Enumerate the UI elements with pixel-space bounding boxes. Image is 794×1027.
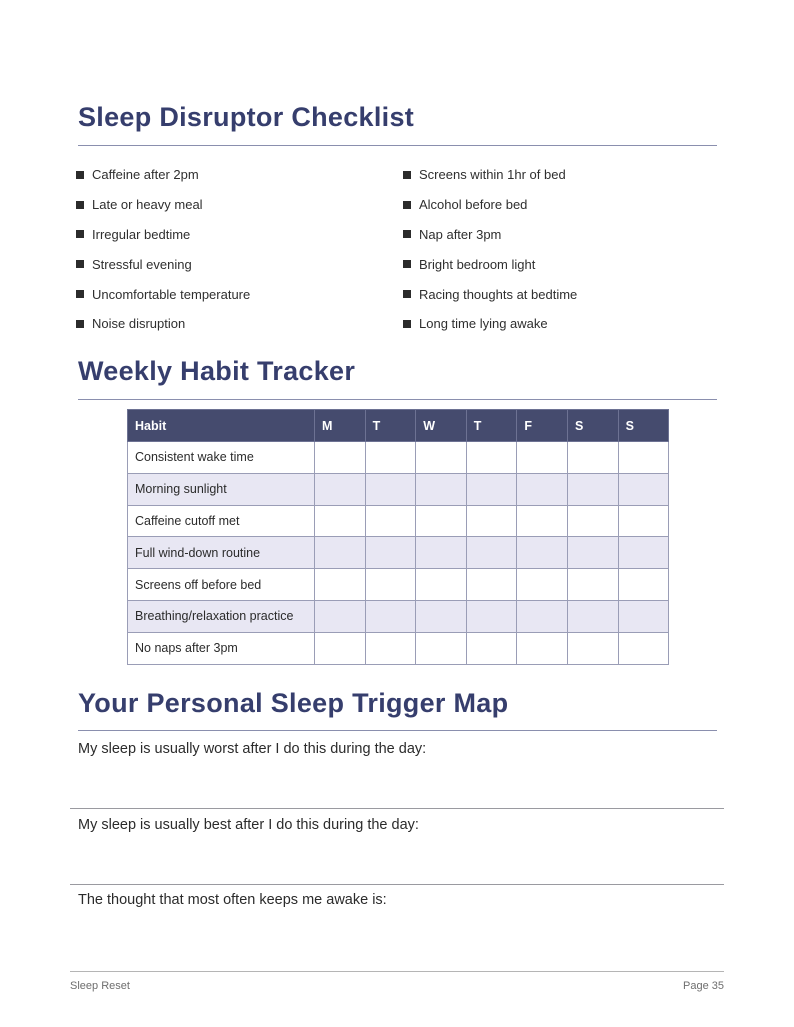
- day-check-cell[interactable]: [416, 505, 467, 537]
- square-bullet-icon: [76, 260, 84, 268]
- column-header-saturday: S: [567, 410, 618, 442]
- footer-page-number: Page 35: [683, 980, 724, 992]
- checklist-item-label: Racing thoughts at bedtime: [419, 286, 578, 302]
- checklist-item-label: Bright bedroom light: [419, 256, 536, 272]
- habit-name-cell: Morning sunlight: [128, 473, 315, 505]
- day-check-cell[interactable]: [315, 537, 366, 569]
- day-check-cell[interactable]: [416, 537, 467, 569]
- table-row: [128, 632, 669, 664]
- title-divider: [78, 399, 717, 400]
- column-header-habit: Habit: [128, 410, 315, 442]
- column-header-sunday: S: [618, 410, 669, 442]
- tracker-title: Weekly Habit Tracker: [78, 356, 356, 386]
- day-check-cell[interactable]: [315, 505, 366, 537]
- day-check-cell[interactable]: [365, 537, 416, 569]
- table-row: [128, 505, 669, 537]
- checklist-item-label: Alcohol before bed: [419, 197, 528, 213]
- day-check-cell[interactable]: [618, 632, 669, 664]
- day-check-cell[interactable]: [517, 442, 568, 474]
- day-check-cell[interactable]: [517, 473, 568, 505]
- square-bullet-icon: [76, 171, 84, 179]
- prompt-awake-thought: The thought that most often keeps me awake is:: [78, 892, 387, 908]
- checklist-item-label: Uncomfortable temperature: [92, 286, 251, 302]
- day-check-cell[interactable]: [517, 600, 568, 632]
- day-check-cell[interactable]: [365, 632, 416, 664]
- day-check-cell[interactable]: [365, 442, 416, 474]
- checklist-title: Sleep Disruptor Checklist: [78, 102, 415, 132]
- checklist-item[interactable]: [76, 220, 250, 250]
- table-row: [128, 473, 669, 505]
- day-check-cell[interactable]: [567, 600, 618, 632]
- day-check-cell[interactable]: [416, 600, 467, 632]
- day-check-cell[interactable]: [618, 473, 669, 505]
- disruptor-checklist: [0, 160, 794, 340]
- day-check-cell[interactable]: [466, 600, 517, 632]
- checklist-item-label: Nap after 3pm: [419, 226, 502, 242]
- checklist-item-label: Caffeine after 2pm: [92, 167, 199, 183]
- square-bullet-icon: [403, 201, 411, 209]
- day-check-cell[interactable]: [365, 473, 416, 505]
- checklist-item-label: Screens within 1hr of bed: [419, 167, 566, 183]
- column-header-monday: M: [315, 410, 366, 442]
- checklist-item[interactable]: [76, 309, 250, 339]
- table-row: [128, 569, 669, 601]
- checklist-left-column: [76, 160, 250, 339]
- checklist-item[interactable]: [76, 279, 250, 309]
- square-bullet-icon: [403, 290, 411, 298]
- checklist-item[interactable]: [76, 249, 250, 279]
- checklist-item-label: Late or heavy meal: [92, 197, 203, 213]
- column-header-friday: F: [517, 410, 568, 442]
- prompt-worst-sleep: My sleep is usually worst after I do this during the day:: [78, 741, 427, 757]
- day-check-cell[interactable]: [517, 505, 568, 537]
- square-bullet-icon: [76, 290, 84, 298]
- column-header-wednesday: W: [416, 410, 467, 442]
- checklist-item[interactable]: [76, 190, 250, 220]
- day-check-cell[interactable]: [315, 632, 366, 664]
- answer-line-worst-sleep[interactable]: [70, 808, 724, 809]
- table-row: [128, 442, 669, 474]
- checklist-item[interactable]: [403, 309, 577, 339]
- day-check-cell[interactable]: [466, 537, 517, 569]
- day-check-cell[interactable]: [567, 442, 618, 474]
- habit-name-cell: Caffeine cutoff met: [128, 505, 315, 537]
- checklist-item[interactable]: [76, 160, 250, 190]
- day-check-cell[interactable]: [365, 600, 416, 632]
- habit-name-cell: No naps after 3pm: [128, 632, 315, 664]
- answer-line-best-sleep[interactable]: [70, 884, 724, 885]
- day-check-cell[interactable]: [517, 537, 568, 569]
- column-header-thursday: T: [466, 410, 517, 442]
- table-row: [128, 537, 669, 569]
- day-check-cell[interactable]: [618, 600, 669, 632]
- checklist-item[interactable]: [403, 190, 577, 220]
- square-bullet-icon: [403, 230, 411, 238]
- checklist-item-label: Irregular bedtime: [92, 226, 191, 242]
- footer-divider: [70, 971, 724, 972]
- checklist-item[interactable]: [403, 220, 577, 250]
- day-check-cell[interactable]: [517, 569, 568, 601]
- day-check-cell[interactable]: [416, 442, 467, 474]
- day-check-cell[interactable]: [618, 569, 669, 601]
- title-divider: [78, 730, 717, 731]
- checklist-item-label: Noise disruption: [92, 316, 186, 332]
- day-check-cell[interactable]: [567, 632, 618, 664]
- day-check-cell[interactable]: [618, 505, 669, 537]
- checklist-item-label: Stressful evening: [92, 256, 192, 272]
- trigger-map-title: Your Personal Sleep Trigger Map: [78, 688, 509, 718]
- day-check-cell[interactable]: [416, 473, 467, 505]
- day-check-cell[interactable]: [567, 569, 618, 601]
- day-check-cell[interactable]: [315, 442, 366, 474]
- square-bullet-icon: [76, 201, 84, 209]
- day-check-cell[interactable]: [466, 442, 517, 474]
- square-bullet-icon: [76, 320, 84, 328]
- table-header-row: [128, 410, 669, 442]
- day-check-cell[interactable]: [315, 473, 366, 505]
- day-check-cell[interactable]: [466, 505, 517, 537]
- day-check-cell[interactable]: [618, 442, 669, 474]
- day-check-cell[interactable]: [416, 632, 467, 664]
- table-row: [128, 600, 669, 632]
- day-check-cell[interactable]: [618, 537, 669, 569]
- day-check-cell[interactable]: [365, 505, 416, 537]
- column-header-tuesday: T: [365, 410, 416, 442]
- title-divider: [78, 145, 717, 146]
- habit-name-cell: Full wind-down routine: [128, 537, 315, 569]
- day-check-cell[interactable]: [567, 473, 618, 505]
- habit-name-cell: Screens off before bed: [128, 569, 315, 601]
- habit-name-cell: Consistent wake time: [128, 442, 315, 474]
- day-check-cell[interactable]: [466, 632, 517, 664]
- day-check-cell[interactable]: [365, 569, 416, 601]
- checklist-item-label: Long time lying awake: [419, 316, 548, 332]
- square-bullet-icon: [76, 230, 84, 238]
- day-check-cell[interactable]: [567, 505, 618, 537]
- checklist-item[interactable]: [403, 249, 577, 279]
- square-bullet-icon: [403, 260, 411, 268]
- day-check-cell[interactable]: [466, 473, 517, 505]
- day-check-cell[interactable]: [517, 632, 568, 664]
- square-bullet-icon: [403, 320, 411, 328]
- day-check-cell[interactable]: [315, 569, 366, 601]
- habit-tracker-table: [127, 409, 669, 665]
- day-check-cell[interactable]: [315, 600, 366, 632]
- footer-book-title: Sleep Reset: [70, 980, 130, 992]
- square-bullet-icon: [403, 171, 411, 179]
- checklist-right-column: [403, 160, 577, 339]
- day-check-cell[interactable]: [567, 537, 618, 569]
- checklist-item[interactable]: [403, 160, 577, 190]
- day-check-cell[interactable]: [416, 569, 467, 601]
- day-check-cell[interactable]: [466, 569, 517, 601]
- habit-name-cell: Breathing/relaxation practice: [128, 600, 315, 632]
- checklist-item[interactable]: [403, 279, 577, 309]
- prompt-best-sleep: My sleep is usually best after I do this during the day:: [78, 817, 419, 833]
